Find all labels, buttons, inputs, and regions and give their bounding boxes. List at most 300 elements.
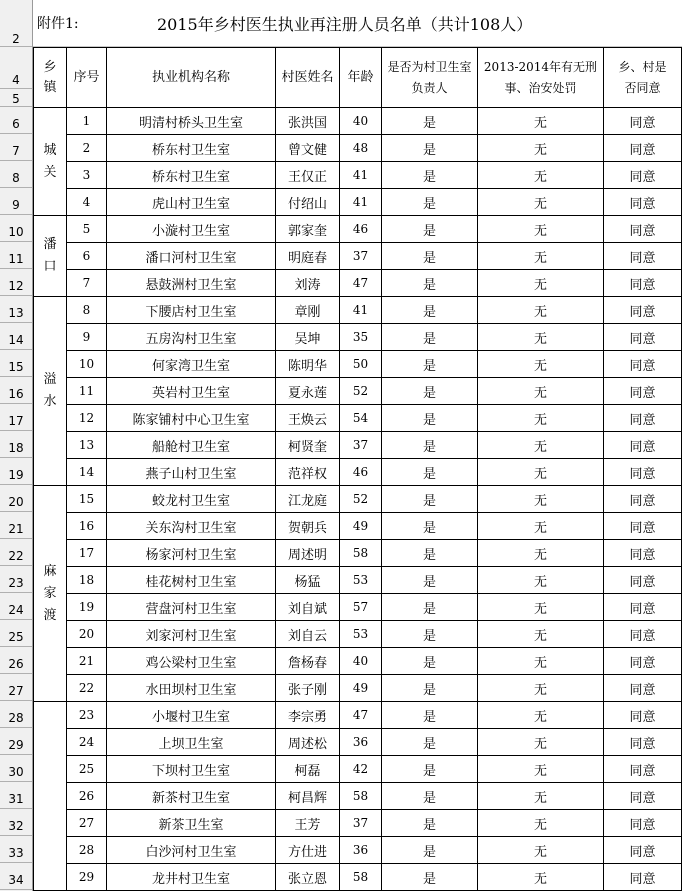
row-header-divider [0,241,32,242]
record-cell[interactable]: 无 [478,729,604,756]
record-cell[interactable]: 无 [478,189,604,216]
is-head-cell[interactable]: 是 [382,189,478,216]
doctor-name-cell[interactable]: 张立恩 [276,864,340,891]
agree-cell[interactable]: 同意 [604,432,682,459]
town-cell[interactable]: 潘口 [34,216,67,297]
table-row [34,459,682,486]
header-agree[interactable]: 乡、村是否同意 [604,48,682,108]
table-header-row [34,48,682,108]
table-row [34,243,682,270]
row-header-label[interactable]: 20 [8,495,24,509]
table-row [34,756,682,783]
header-record[interactable]: 2013-2014年有无刑事、治安处罚 [478,48,604,108]
row-header-divider [0,700,32,701]
seq-cell[interactable]: 22 [67,675,107,702]
record-cell[interactable]: 无 [478,513,604,540]
age-cell[interactable]: 40 [340,108,382,135]
row-header-label[interactable]: 28 [8,711,24,725]
is-head-cell[interactable]: 是 [382,405,478,432]
doctor-name-cell[interactable]: 曾文健 [276,135,340,162]
is-head-cell[interactable]: 是 [382,540,478,567]
record-cell[interactable]: 无 [478,486,604,513]
row-header-divider [0,430,32,431]
doctor-name-cell[interactable]: 柯贤奎 [276,432,340,459]
row-header-divider [0,862,32,863]
seq-cell[interactable]: 14 [67,459,107,486]
agree-cell[interactable]: 同意 [604,594,682,621]
agree-cell[interactable]: 同意 [604,135,682,162]
institution-cell[interactable]: 潘口河村卫生室 [107,243,276,270]
agree-cell[interactable]: 同意 [604,837,682,864]
is-head-cell[interactable]: 是 [382,648,478,675]
record-cell[interactable]: 无 [478,540,604,567]
is-head-cell[interactable]: 是 [382,486,478,513]
seq-cell[interactable]: 21 [67,648,107,675]
row-header-label[interactable]: 32 [8,819,24,833]
seq-cell[interactable]: 25 [67,756,107,783]
institution-cell[interactable]: 下腰店村卫生室 [107,297,276,324]
doctor-name-cell[interactable]: 章刚 [276,297,340,324]
row-header-divider [0,808,32,809]
seq-cell[interactable]: 8 [67,297,107,324]
seq-cell[interactable]: 20 [67,621,107,648]
age-cell[interactable]: 37 [340,810,382,837]
row-header-label[interactable]: 30 [8,765,24,779]
age-cell[interactable]: 52 [340,486,382,513]
table-row [34,567,682,594]
agree-cell[interactable]: 同意 [604,297,682,324]
is-head-cell[interactable]: 是 [382,378,478,405]
table-row [34,405,682,432]
agree-cell[interactable]: 同意 [604,702,682,729]
doctor-name-cell[interactable]: 陈明华 [276,351,340,378]
institution-cell[interactable]: 桥东村卫生室 [107,135,276,162]
institution-cell[interactable]: 杨家河村卫生室 [107,540,276,567]
record-cell[interactable]: 无 [478,702,604,729]
row-header-label[interactable]: 2 [12,32,20,46]
table-row [34,324,682,351]
header-is-head[interactable]: 是否为村卫生室负责人 [382,48,478,108]
is-head-cell[interactable]: 是 [382,567,478,594]
row-header-label[interactable]: 9 [12,198,20,212]
seq-cell[interactable]: 27 [67,810,107,837]
institution-cell[interactable]: 悬鼓洲村卫生室 [107,270,276,297]
agree-cell[interactable]: 同意 [604,486,682,513]
agree-cell[interactable]: 同意 [604,621,682,648]
seq-cell[interactable]: 1 [67,108,107,135]
institution-cell[interactable]: 明清村桥头卫生室 [107,108,276,135]
is-head-cell[interactable]: 是 [382,810,478,837]
age-cell[interactable]: 35 [340,324,382,351]
record-cell[interactable]: 无 [478,783,604,810]
row-header-divider [0,538,32,539]
institution-cell[interactable]: 陈家铺村中心卫生室 [107,405,276,432]
header-doctor[interactable]: 村医姓名 [276,48,340,108]
table-row [34,621,682,648]
row-header-divider [0,376,32,377]
record-cell[interactable]: 无 [478,594,604,621]
record-cell[interactable]: 无 [478,621,604,648]
row-header-divider [0,268,32,269]
age-cell[interactable]: 42 [340,756,382,783]
seq-cell[interactable]: 15 [67,486,107,513]
age-cell[interactable]: 37 [340,243,382,270]
town-cell[interactable]: 麻家渡 [34,486,67,702]
agree-cell[interactable]: 同意 [604,270,682,297]
row-header-divider [0,565,32,566]
institution-cell[interactable]: 何家湾卫生室 [107,351,276,378]
row-header-divider [0,646,32,647]
seq-cell[interactable]: 10 [67,351,107,378]
is-head-cell[interactable]: 是 [382,864,478,891]
doctor-name-cell[interactable]: 刘涛 [276,270,340,297]
age-cell[interactable]: 57 [340,594,382,621]
age-cell[interactable]: 58 [340,540,382,567]
row-header-label[interactable]: 29 [8,738,24,752]
age-cell[interactable]: 46 [340,216,382,243]
table-row [34,216,682,243]
seq-cell[interactable]: 16 [67,513,107,540]
table-row [34,135,682,162]
record-cell[interactable]: 无 [478,648,604,675]
seq-cell[interactable]: 7 [67,270,107,297]
is-head-cell[interactable]: 是 [382,729,478,756]
agree-cell[interactable]: 同意 [604,378,682,405]
table-row [34,675,682,702]
age-cell[interactable]: 47 [340,702,382,729]
is-head-cell[interactable]: 是 [382,432,478,459]
age-cell[interactable]: 52 [340,378,382,405]
doctor-name-cell[interactable]: 柯昌辉 [276,783,340,810]
row-header-label[interactable]: 8 [12,171,20,185]
table-row [34,432,682,459]
row-header-label[interactable]: 34 [8,873,24,887]
is-head-cell[interactable]: 是 [382,621,478,648]
agree-cell[interactable]: 同意 [604,513,682,540]
age-cell[interactable]: 53 [340,567,382,594]
doctor-name-cell[interactable]: 张子刚 [276,675,340,702]
doctor-name-cell[interactable]: 明庭春 [276,243,340,270]
town-cell[interactable]: 溢水 [34,297,67,486]
row-header-label[interactable]: 24 [8,603,24,617]
town-cell[interactable]: 城关 [34,108,67,216]
row-header-label[interactable]: 26 [8,657,24,671]
is-head-cell[interactable]: 是 [382,270,478,297]
seq-cell[interactable]: 6 [67,243,107,270]
doctor-name-cell[interactable]: 李宗勇 [276,702,340,729]
record-cell[interactable]: 无 [478,756,604,783]
is-head-cell[interactable]: 是 [382,162,478,189]
age-cell[interactable]: 37 [340,432,382,459]
row-header-divider [0,754,32,755]
agree-cell[interactable]: 同意 [604,729,682,756]
age-cell[interactable]: 58 [340,864,382,891]
record-cell[interactable]: 无 [478,459,604,486]
age-cell[interactable]: 41 [340,162,382,189]
age-cell[interactable]: 36 [340,729,382,756]
table-row [34,729,682,756]
record-cell[interactable]: 无 [478,324,604,351]
agree-cell[interactable]: 同意 [604,216,682,243]
institution-cell[interactable]: 新茶卫生室 [107,810,276,837]
table-row [34,108,682,135]
age-cell[interactable]: 49 [340,675,382,702]
seq-cell[interactable]: 3 [67,162,107,189]
seq-cell[interactable]: 26 [67,783,107,810]
agree-cell[interactable]: 同意 [604,243,682,270]
agree-cell[interactable]: 同意 [604,324,682,351]
doctor-name-cell[interactable]: 刘自斌 [276,594,340,621]
seq-cell[interactable]: 18 [67,567,107,594]
institution-cell[interactable]: 英岩村卫生室 [107,378,276,405]
institution-cell[interactable]: 虎山村卫生室 [107,189,276,216]
agree-cell[interactable]: 同意 [604,351,682,378]
row-header-divider [0,781,32,782]
seq-cell[interactable]: 12 [67,405,107,432]
is-head-cell[interactable]: 是 [382,297,478,324]
seq-cell[interactable]: 13 [67,432,107,459]
row-header-label[interactable]: 16 [8,387,24,401]
town-cell[interactable] [34,702,67,891]
institution-cell[interactable]: 龙井村卫生室 [107,864,276,891]
institution-cell[interactable]: 小漩村卫生室 [107,216,276,243]
record-cell[interactable]: 无 [478,351,604,378]
table-row [34,162,682,189]
row-header-label[interactable]: 17 [8,414,24,428]
institution-cell[interactable]: 新茶村卫生室 [107,783,276,810]
row-header-label[interactable]: 25 [8,630,24,644]
doctor-name-cell[interactable]: 郭家奎 [276,216,340,243]
row-header-label[interactable]: 27 [8,684,24,698]
row-header-divider [0,295,32,296]
is-head-cell[interactable]: 是 [382,324,478,351]
row-header-label[interactable]: 10 [8,225,24,239]
row-header-label[interactable]: 14 [8,333,24,347]
table-body [34,108,682,891]
record-cell[interactable]: 无 [478,378,604,405]
row-header-divider [0,457,32,458]
agree-cell[interactable]: 同意 [604,189,682,216]
row-header-divider [0,889,32,890]
is-head-cell[interactable]: 是 [382,594,478,621]
table-row [34,189,682,216]
institution-cell[interactable]: 蛟龙村卫生室 [107,486,276,513]
record-cell[interactable]: 无 [478,864,604,891]
header-institution[interactable]: 执业机构名称 [107,48,276,108]
agree-cell[interactable]: 同意 [604,162,682,189]
institution-cell[interactable]: 鸡公梁村卫生室 [107,648,276,675]
record-cell[interactable]: 无 [478,216,604,243]
is-head-cell[interactable]: 是 [382,702,478,729]
institution-cell[interactable]: 水田坝村卫生室 [107,675,276,702]
age-cell[interactable]: 41 [340,297,382,324]
seq-cell[interactable]: 9 [67,324,107,351]
age-cell[interactable]: 41 [340,189,382,216]
is-head-cell[interactable]: 是 [382,351,478,378]
row-header-label[interactable]: 21 [8,522,24,536]
institution-cell[interactable]: 关东沟村卫生室 [107,513,276,540]
is-head-cell[interactable]: 是 [382,513,478,540]
row-header-label[interactable]: 15 [8,360,24,374]
row-header-divider [0,160,32,161]
record-cell[interactable]: 无 [478,162,604,189]
header-age[interactable]: 年龄 [340,48,382,108]
institution-cell[interactable]: 船舱村卫生室 [107,432,276,459]
institution-cell[interactable]: 白沙河村卫生室 [107,837,276,864]
is-head-cell[interactable]: 是 [382,135,478,162]
institution-cell[interactable]: 营盘河村卫生室 [107,594,276,621]
is-head-cell[interactable]: 是 [382,459,478,486]
row-header-label[interactable]: 23 [8,576,24,590]
title-row [33,0,682,47]
doctor-name-cell[interactable]: 王芳 [276,810,340,837]
agree-cell[interactable]: 同意 [604,675,682,702]
age-cell[interactable]: 53 [340,621,382,648]
row-header-divider [0,835,32,836]
row-header-label[interactable]: 33 [8,846,24,860]
is-head-cell[interactable]: 是 [382,243,478,270]
doctor-name-cell[interactable]: 詹杨春 [276,648,340,675]
doctor-name-cell[interactable]: 夏永莲 [276,378,340,405]
seq-cell[interactable]: 23 [67,702,107,729]
institution-cell[interactable]: 燕子山村卫生室 [107,459,276,486]
record-cell[interactable]: 无 [478,243,604,270]
is-head-cell[interactable]: 是 [382,783,478,810]
agree-cell[interactable]: 同意 [604,864,682,891]
row-header-divider [0,106,32,107]
agree-cell[interactable]: 同意 [604,459,682,486]
page-title: 2015年乡村医生执业再注册人员名单（共计108人） [157,15,533,34]
age-cell[interactable]: 40 [340,648,382,675]
age-cell[interactable]: 50 [340,351,382,378]
seq-cell[interactable]: 17 [67,540,107,567]
row-header-label[interactable]: 5 [12,92,20,106]
agree-cell[interactable]: 同意 [604,648,682,675]
doctor-name-cell[interactable]: 江龙庭 [276,486,340,513]
is-head-cell[interactable]: 是 [382,108,478,135]
doctor-name-cell[interactable]: 张洪国 [276,108,340,135]
row-header-label[interactable]: 11 [8,252,24,266]
record-cell[interactable]: 无 [478,108,604,135]
record-cell[interactable]: 无 [478,297,604,324]
institution-cell[interactable]: 上坝卫生室 [107,729,276,756]
row-header-divider [0,592,32,593]
agree-cell[interactable]: 同意 [604,756,682,783]
table-row [34,810,682,837]
table-row [34,783,682,810]
institution-cell[interactable]: 小堰村卫生室 [107,702,276,729]
row-header-divider [0,403,32,404]
institution-cell[interactable]: 五房沟村卫生室 [107,324,276,351]
row-header-label[interactable]: 13 [8,306,24,320]
is-head-cell[interactable]: 是 [382,675,478,702]
institution-cell[interactable]: 刘家河村卫生室 [107,621,276,648]
table-row [34,378,682,405]
doctor-name-cell[interactable]: 周述明 [276,540,340,567]
table-row [34,351,682,378]
record-cell[interactable]: 无 [478,135,604,162]
header-seq[interactable]: 序号 [67,48,107,108]
institution-cell[interactable]: 桂花树村卫生室 [107,567,276,594]
row-header-label[interactable]: 31 [8,792,24,806]
seq-cell[interactable]: 28 [67,837,107,864]
agree-cell[interactable]: 同意 [604,810,682,837]
row-header-divider [0,484,32,485]
agree-cell[interactable]: 同意 [604,540,682,567]
doctor-name-cell[interactable]: 柯磊 [276,756,340,783]
seq-cell[interactable]: 29 [67,864,107,891]
table-row [34,594,682,621]
doctor-name-cell[interactable]: 周述松 [276,729,340,756]
is-head-cell[interactable]: 是 [382,756,478,783]
doctor-name-cell[interactable]: 吴坤 [276,324,340,351]
doctor-name-cell[interactable]: 范祥权 [276,459,340,486]
row-header-label[interactable]: 6 [12,117,20,131]
age-cell[interactable]: 58 [340,783,382,810]
doctor-name-cell[interactable]: 刘自云 [276,621,340,648]
doctor-name-cell[interactable]: 王仅正 [276,162,340,189]
seq-cell[interactable]: 19 [67,594,107,621]
doctor-name-cell[interactable]: 贺朝兵 [276,513,340,540]
header-town[interactable]: 乡镇 [34,48,67,108]
doctor-name-cell[interactable]: 王焕云 [276,405,340,432]
record-cell[interactable]: 无 [478,567,604,594]
row-header-divider [0,619,32,620]
age-cell[interactable]: 54 [340,405,382,432]
seq-cell[interactable]: 2 [67,135,107,162]
table-row [34,864,682,891]
row-header-label[interactable]: 19 [8,468,24,482]
age-cell[interactable]: 47 [340,270,382,297]
record-cell[interactable]: 无 [478,675,604,702]
age-cell[interactable]: 49 [340,513,382,540]
row-header-label[interactable]: 22 [8,549,24,563]
is-head-cell[interactable]: 是 [382,837,478,864]
row-header-divider [0,187,32,188]
table-row [34,648,682,675]
institution-cell[interactable]: 桥东村卫生室 [107,162,276,189]
seq-cell[interactable]: 24 [67,729,107,756]
institution-cell[interactable]: 下坝村卫生室 [107,756,276,783]
agree-cell[interactable]: 同意 [604,108,682,135]
record-cell[interactable]: 无 [478,810,604,837]
row-header-label[interactable]: 7 [12,144,20,158]
row-header-label[interactable]: 4 [12,73,20,87]
registration-table [33,47,682,891]
agree-cell[interactable]: 同意 [604,405,682,432]
row-header-label[interactable]: 12 [8,279,24,293]
age-cell[interactable]: 46 [340,459,382,486]
seq-cell[interactable]: 11 [67,378,107,405]
agree-cell[interactable]: 同意 [604,783,682,810]
annex-label: 附件1: [37,16,79,32]
doctor-name-cell[interactable]: 付绍山 [276,189,340,216]
record-cell[interactable]: 无 [478,270,604,297]
row-header-label[interactable]: 18 [8,441,24,455]
doctor-name-cell[interactable]: 方仕进 [276,837,340,864]
age-cell[interactable]: 48 [340,135,382,162]
record-cell[interactable]: 无 [478,432,604,459]
record-cell[interactable]: 无 [478,405,604,432]
doctor-name-cell[interactable]: 杨猛 [276,567,340,594]
age-cell[interactable]: 36 [340,837,382,864]
row-header-divider [0,46,32,47]
seq-cell[interactable]: 4 [67,189,107,216]
record-cell[interactable]: 无 [478,837,604,864]
agree-cell[interactable]: 同意 [604,567,682,594]
seq-cell[interactable]: 5 [67,216,107,243]
is-head-cell[interactable]: 是 [382,216,478,243]
